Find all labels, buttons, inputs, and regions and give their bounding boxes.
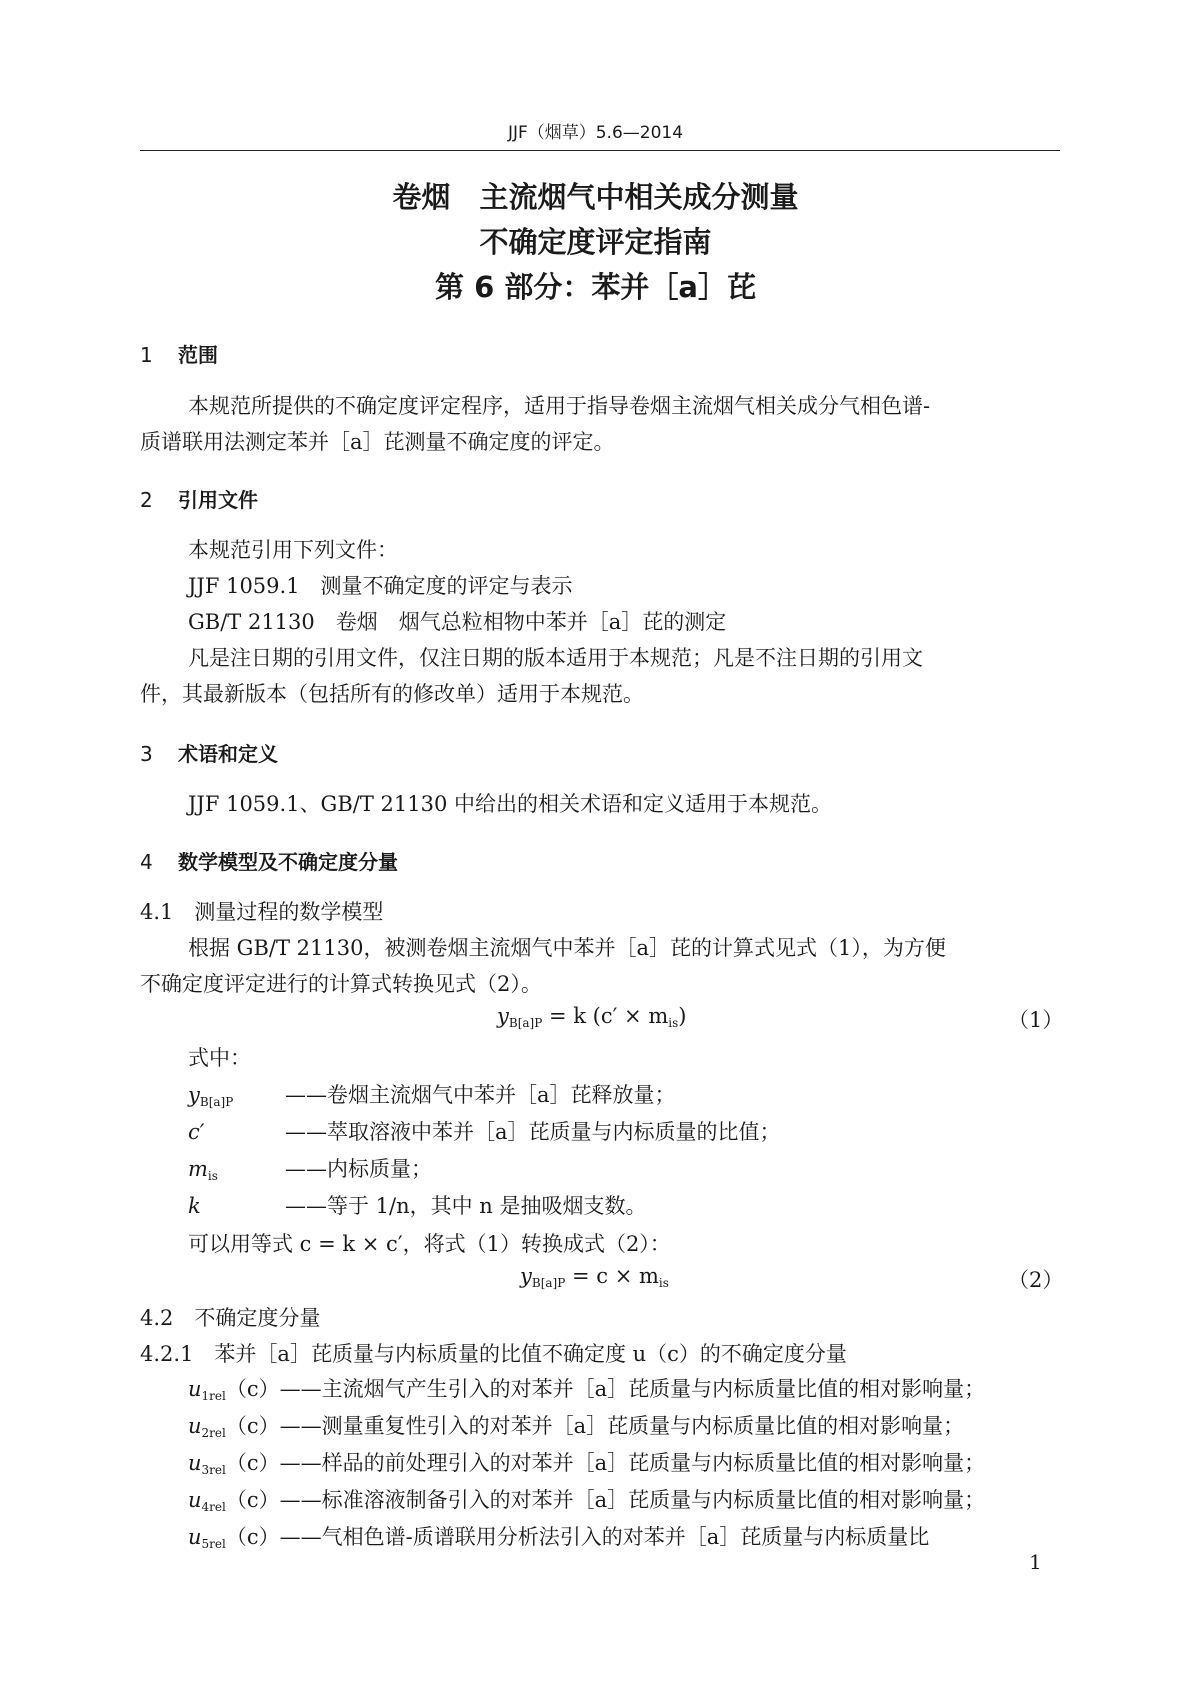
section-1-heading	[140, 339, 218, 368]
equation-2: $y_{B[a]P} = c \times m_{is}$	[520, 1264, 669, 1290]
section-number: 3	[140, 742, 153, 766]
paragraph-line: 根据 GB/T 21130，被测卷烟主流烟气中苯并［a］芘的计算式见式（1），为方便	[188, 936, 946, 960]
section-2-heading	[140, 484, 258, 513]
reference-gbt: GB/T 21130 卷烟 烟气总粒相物中苯并［a］芘的测定	[188, 610, 727, 634]
page-number: 1	[1029, 1550, 1042, 1574]
subsection-4-1: 4.1 测量过程的数学模型	[140, 900, 384, 924]
definition-row: k ——等于 1/n，其中 n 是抽吸烟支数。	[188, 1194, 647, 1218]
section-number: 4	[140, 850, 153, 874]
document-code-header: JJF（烟草）5.6—2014	[507, 123, 684, 143]
section-title: 数学模型及不确定度分量	[178, 850, 398, 874]
definition-row: $y_{B[a]P}$ ——卷烟主流烟气中苯并［a］芘释放量；	[188, 1083, 676, 1109]
section-title: 范围	[178, 343, 218, 367]
reference-jjf: JJF 1059.1 测量不确定度的评定与表示	[188, 574, 573, 598]
section-4-heading	[140, 846, 398, 875]
section-title: 引用文件	[178, 488, 258, 512]
section-number: 2	[140, 488, 153, 512]
section-3-heading	[140, 738, 278, 767]
paragraph-line: 本规范所提供的不确定度评定程序，适用于指导卷烟主流烟气相关成分气相色谱-	[188, 394, 931, 418]
equation-number-2: （2）	[1008, 1268, 1064, 1292]
paragraph-line: 本规范引用下列文件：	[188, 538, 398, 562]
title-line-1: 卷烟 主流烟气中相关成分测量	[392, 180, 799, 214]
section-title: 术语和定义	[178, 742, 278, 766]
header-rule	[140, 150, 1060, 151]
title-line-2: 不确定度评定指南	[479, 225, 712, 259]
equation-1: $y_{B[a]P} = k$ $(c' \times m_{is})$	[497, 1004, 687, 1030]
paragraph-line: 凡是注日期的引用文件，仅注日期的版本适用于本规范；凡是不注日期的引用文	[188, 646, 923, 670]
subsection-4-2-1: 4.2.1 苯并［a］芘质量与内标质量的比值不确定度 u（c）的不确定度分量	[140, 1342, 847, 1366]
definition-row: c′ ——萃取溶液中苯并［a］芘质量与内标质量的比值；	[188, 1120, 781, 1144]
where-label: 式中：	[188, 1046, 251, 1070]
section-number: 1	[140, 343, 153, 367]
uncertainty-component: $u_{4rel}(c)——$标准溶液制备引入的对苯并［a］芘质量与内标质量比值的相对影响量；	[188, 1488, 986, 1514]
equation-number-1: （1）	[1008, 1008, 1064, 1032]
paragraph-line: JJF 1059.1、GB/T 21130 中给出的相关术语和定义适用于本规范。	[188, 792, 833, 816]
title-line-3: 第 6 部分：苯并［a］芘	[435, 270, 756, 304]
conversion-statement: 可以用等式 c = k × c′，将式（1）转换成式（2）：	[188, 1232, 671, 1256]
definition-row: $m_{is}$ ——内标质量；	[188, 1157, 432, 1183]
paragraph-line: 质谱联用法测定苯并［a］芘测量不确定度的评定。	[140, 430, 615, 454]
uncertainty-component: $u_{2rel}(c)——$测量重复性引入的对苯并［a］芘质量与内标质量比值的相对影响量；	[188, 1414, 965, 1440]
paragraph-line: 不确定度评定进行的计算式转换见式（2）。	[140, 972, 542, 996]
uncertainty-component: $u_{1rel}(c)——$主流烟气产生引入的对苯并［a］芘质量与内标质量比值的相对影响量；	[188, 1377, 986, 1403]
uncertainty-component: $u_{3rel}(c)——$样品的前处理引入的对苯并［a］芘质量与内标质量比值的相对影响量；	[188, 1451, 986, 1477]
paragraph-line: 件，其最新版本（包括所有的修改单）适用于本规范。	[140, 682, 644, 706]
uncertainty-component: $u_{5rel}(c)——$气相色谱-质谱联用分析法引入的对苯并［a］芘质量与内标质量比	[188, 1525, 930, 1551]
subsection-4-2: 4.2 不确定度分量	[140, 1306, 321, 1330]
